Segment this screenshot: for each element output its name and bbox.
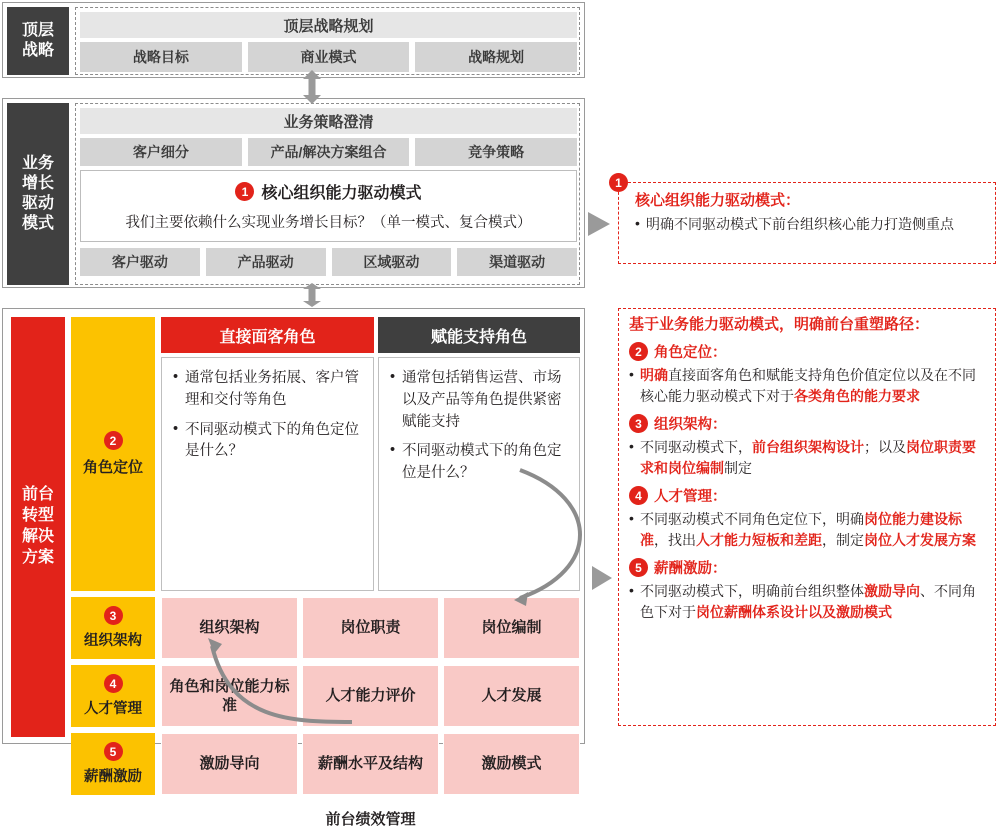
- right-badge-4-icon: 4: [629, 486, 648, 505]
- core-capability-heading-row: [235, 180, 421, 203]
- arrow-to-right-bottom-panel: [592, 566, 612, 590]
- roadmap-item-3-body: [629, 437, 985, 479]
- roadmap-item-5-title: 薪酬激励：: [654, 561, 727, 578]
- right-panel-core-body: [635, 214, 985, 235]
- top-cell-0[interactable]: 战略目标: [80, 42, 242, 72]
- middle-cell-row-2: [80, 248, 577, 276]
- seg-2-0: 明确: [640, 367, 668, 384]
- talent-management-block[interactable]: [71, 665, 155, 727]
- right-panel-core-bullet: • 明确不同驱动模式下前台组织核心能力打造侧重点: [635, 214, 985, 235]
- badge-2-icon: 2: [104, 431, 123, 450]
- seg-2-1: 直接面客角色和赋能支持角色价值定位: [668, 367, 906, 384]
- customer-facing-bullet-0: • 通常包括业务拓展、客户管理和交付等角色: [173, 368, 362, 412]
- roadmap-item-4-body: [629, 509, 985, 551]
- core-capability-heading: 核心组织能力驱动模式: [261, 185, 422, 202]
- grid-cell-2-0[interactable]: 激励导向: [161, 733, 298, 795]
- grid-cell-2-1[interactable]: 薪酬水平及结构: [302, 733, 439, 795]
- drive-mode-2[interactable]: 区域驱动: [332, 248, 452, 276]
- seg-5-0: 不同驱动模式下，明确前台组织整体: [640, 583, 864, 600]
- middle-dashed-container: [75, 103, 580, 285]
- right-badge-2-icon: 2: [629, 342, 648, 361]
- top-cell-row: [80, 42, 577, 72]
- roadmap-item-3: [629, 413, 985, 479]
- roadmap-item-5: [629, 557, 985, 623]
- right-panel-roadmap-heading: 基于业务能力驱动模式，明确前台重塑路径：: [629, 316, 930, 333]
- badge-3-icon: 3: [104, 606, 123, 625]
- seg-4-2: ，找出: [654, 532, 696, 549]
- org-structure-block[interactable]: [71, 597, 155, 659]
- seg-2-3: 各类角色的能力要求: [794, 388, 920, 405]
- right-badge-5-icon: 5: [629, 558, 648, 577]
- top-section-title: 顶层战略规划: [80, 12, 577, 38]
- right-panel-core-heading: 核心组织能力驱动模式：: [635, 192, 801, 209]
- enabling-bullet-0: • 通常包括销售运营、市场以及产品等角色提供紧密赋能支持: [390, 368, 568, 433]
- roadmap-item-5-body: [629, 581, 985, 623]
- enabling-bullet-1: • 不同驱动模式下的角色定位是什么？: [390, 441, 568, 485]
- compensation-incentive-label: 薪酬激励: [84, 769, 142, 785]
- seg-3-2: ；以及: [864, 439, 906, 456]
- roadmap-item-2-title: 角色定位：: [654, 345, 727, 362]
- grid-cell-0-0[interactable]: 组织架构: [161, 597, 298, 659]
- right-badge-1-icon: 1: [609, 173, 628, 192]
- grid-cell-1-2[interactable]: 人才发展: [443, 665, 580, 727]
- seg-4-4: ，制定: [822, 532, 864, 549]
- grid-cell-0-1[interactable]: 岗位职责: [302, 597, 439, 659]
- top-cell-2[interactable]: 战略规划: [415, 42, 577, 72]
- grid-cell-2-2[interactable]: 激励模式: [443, 733, 580, 795]
- arrow-to-right-top-panel: [588, 212, 610, 236]
- middle-section-side-label: 业务 增长 驱动 模式: [7, 103, 69, 285]
- core-capability-box: [80, 170, 577, 242]
- seg-4-5: 岗位人才发展方案: [864, 532, 976, 549]
- middle-cell-row-1: [80, 138, 577, 166]
- middle-cell-0[interactable]: 客户细分: [80, 138, 242, 166]
- roadmap-item-2: [629, 341, 985, 407]
- customer-facing-role-body: [161, 357, 374, 591]
- roadmap-item-4-title: 人才管理：: [654, 489, 727, 506]
- customer-facing-role-header: 直接面客角色: [161, 317, 374, 353]
- middle-cell-2[interactable]: 竞争策略: [415, 138, 577, 166]
- middle-section-title: 业务策略澄清: [80, 108, 577, 134]
- core-capability-question: 我们主要依赖什么实现业务增长目标？（单一模式、复合模式）: [125, 215, 532, 231]
- seg-3-4: 制定: [724, 460, 752, 477]
- roadmap-item-2-body: [629, 365, 985, 407]
- seg-4-3: 人才能力短板和差距: [696, 532, 822, 549]
- top-section-side-label: 顶层 战略: [7, 7, 69, 75]
- business-growth-section: [2, 98, 585, 288]
- grid-cell-0-2[interactable]: 岗位编制: [443, 597, 580, 659]
- grid-cell-1-1[interactable]: 人才能力评价: [302, 665, 439, 727]
- seg-5-2: 、不同角色下对于: [640, 583, 976, 621]
- role-positioning-label: 角色定位: [82, 459, 143, 476]
- org-structure-label: 组织架构: [84, 633, 142, 649]
- seg-3-3: 岗位职责要求和岗位编制: [640, 439, 976, 477]
- enabling-role-header: 赋能支持角色: [378, 317, 580, 353]
- role-positioning-block[interactable]: [71, 317, 155, 591]
- top-cell-1[interactable]: 商业模式: [248, 42, 410, 72]
- right-badge-3-icon: 3: [629, 414, 648, 433]
- seg-4-0: 不同驱动模式不同角色定位下，明确: [640, 511, 864, 528]
- seg-4-1: 岗位能力建设标准: [640, 511, 962, 549]
- bottom-section-side-label: 前台 转型 解决 方案: [11, 317, 65, 737]
- badge-5-icon: 5: [104, 742, 123, 761]
- drive-mode-3[interactable]: 渠道驱动: [457, 248, 577, 276]
- seg-2-2: 以及在不同核心能力驱动模式下对于: [640, 367, 976, 405]
- roadmap-item-4: [629, 485, 985, 551]
- grid-cell-1-0[interactable]: 角色和岗位能力标准: [161, 665, 298, 727]
- seg-5-3: 岗位薪酬体系设计以及激励模式: [696, 604, 892, 621]
- talent-management-label: 人才管理: [84, 701, 142, 717]
- seg-3-1: 前台组织架构设计: [752, 439, 864, 456]
- middle-cell-1[interactable]: 产品/解决方案组合: [248, 138, 410, 166]
- drive-mode-0[interactable]: 客户驱动: [80, 248, 200, 276]
- badge-4-icon: 4: [104, 674, 123, 693]
- performance-management-label: 前台绩效管理: [161, 803, 580, 833]
- frontoffice-solution-section: [2, 308, 585, 828]
- top-strategy-section: [2, 2, 585, 78]
- compensation-incentive-block[interactable]: [71, 733, 155, 795]
- enabling-role-body: [378, 357, 580, 591]
- roadmap-item-3-title: 组织架构：: [654, 417, 727, 434]
- right-panel-roadmap: [618, 308, 996, 726]
- seg-3-0: 不同驱动模式下，: [640, 439, 752, 456]
- top-dashed-container: [75, 7, 580, 75]
- seg-5-1: 激励导向: [864, 583, 920, 600]
- drive-mode-1[interactable]: 产品驱动: [206, 248, 326, 276]
- right-panel-core-mode: [615, 175, 996, 264]
- badge-1-icon: 1: [235, 182, 254, 201]
- customer-facing-bullet-1: • 不同驱动模式下的角色定位是什么？: [173, 420, 362, 464]
